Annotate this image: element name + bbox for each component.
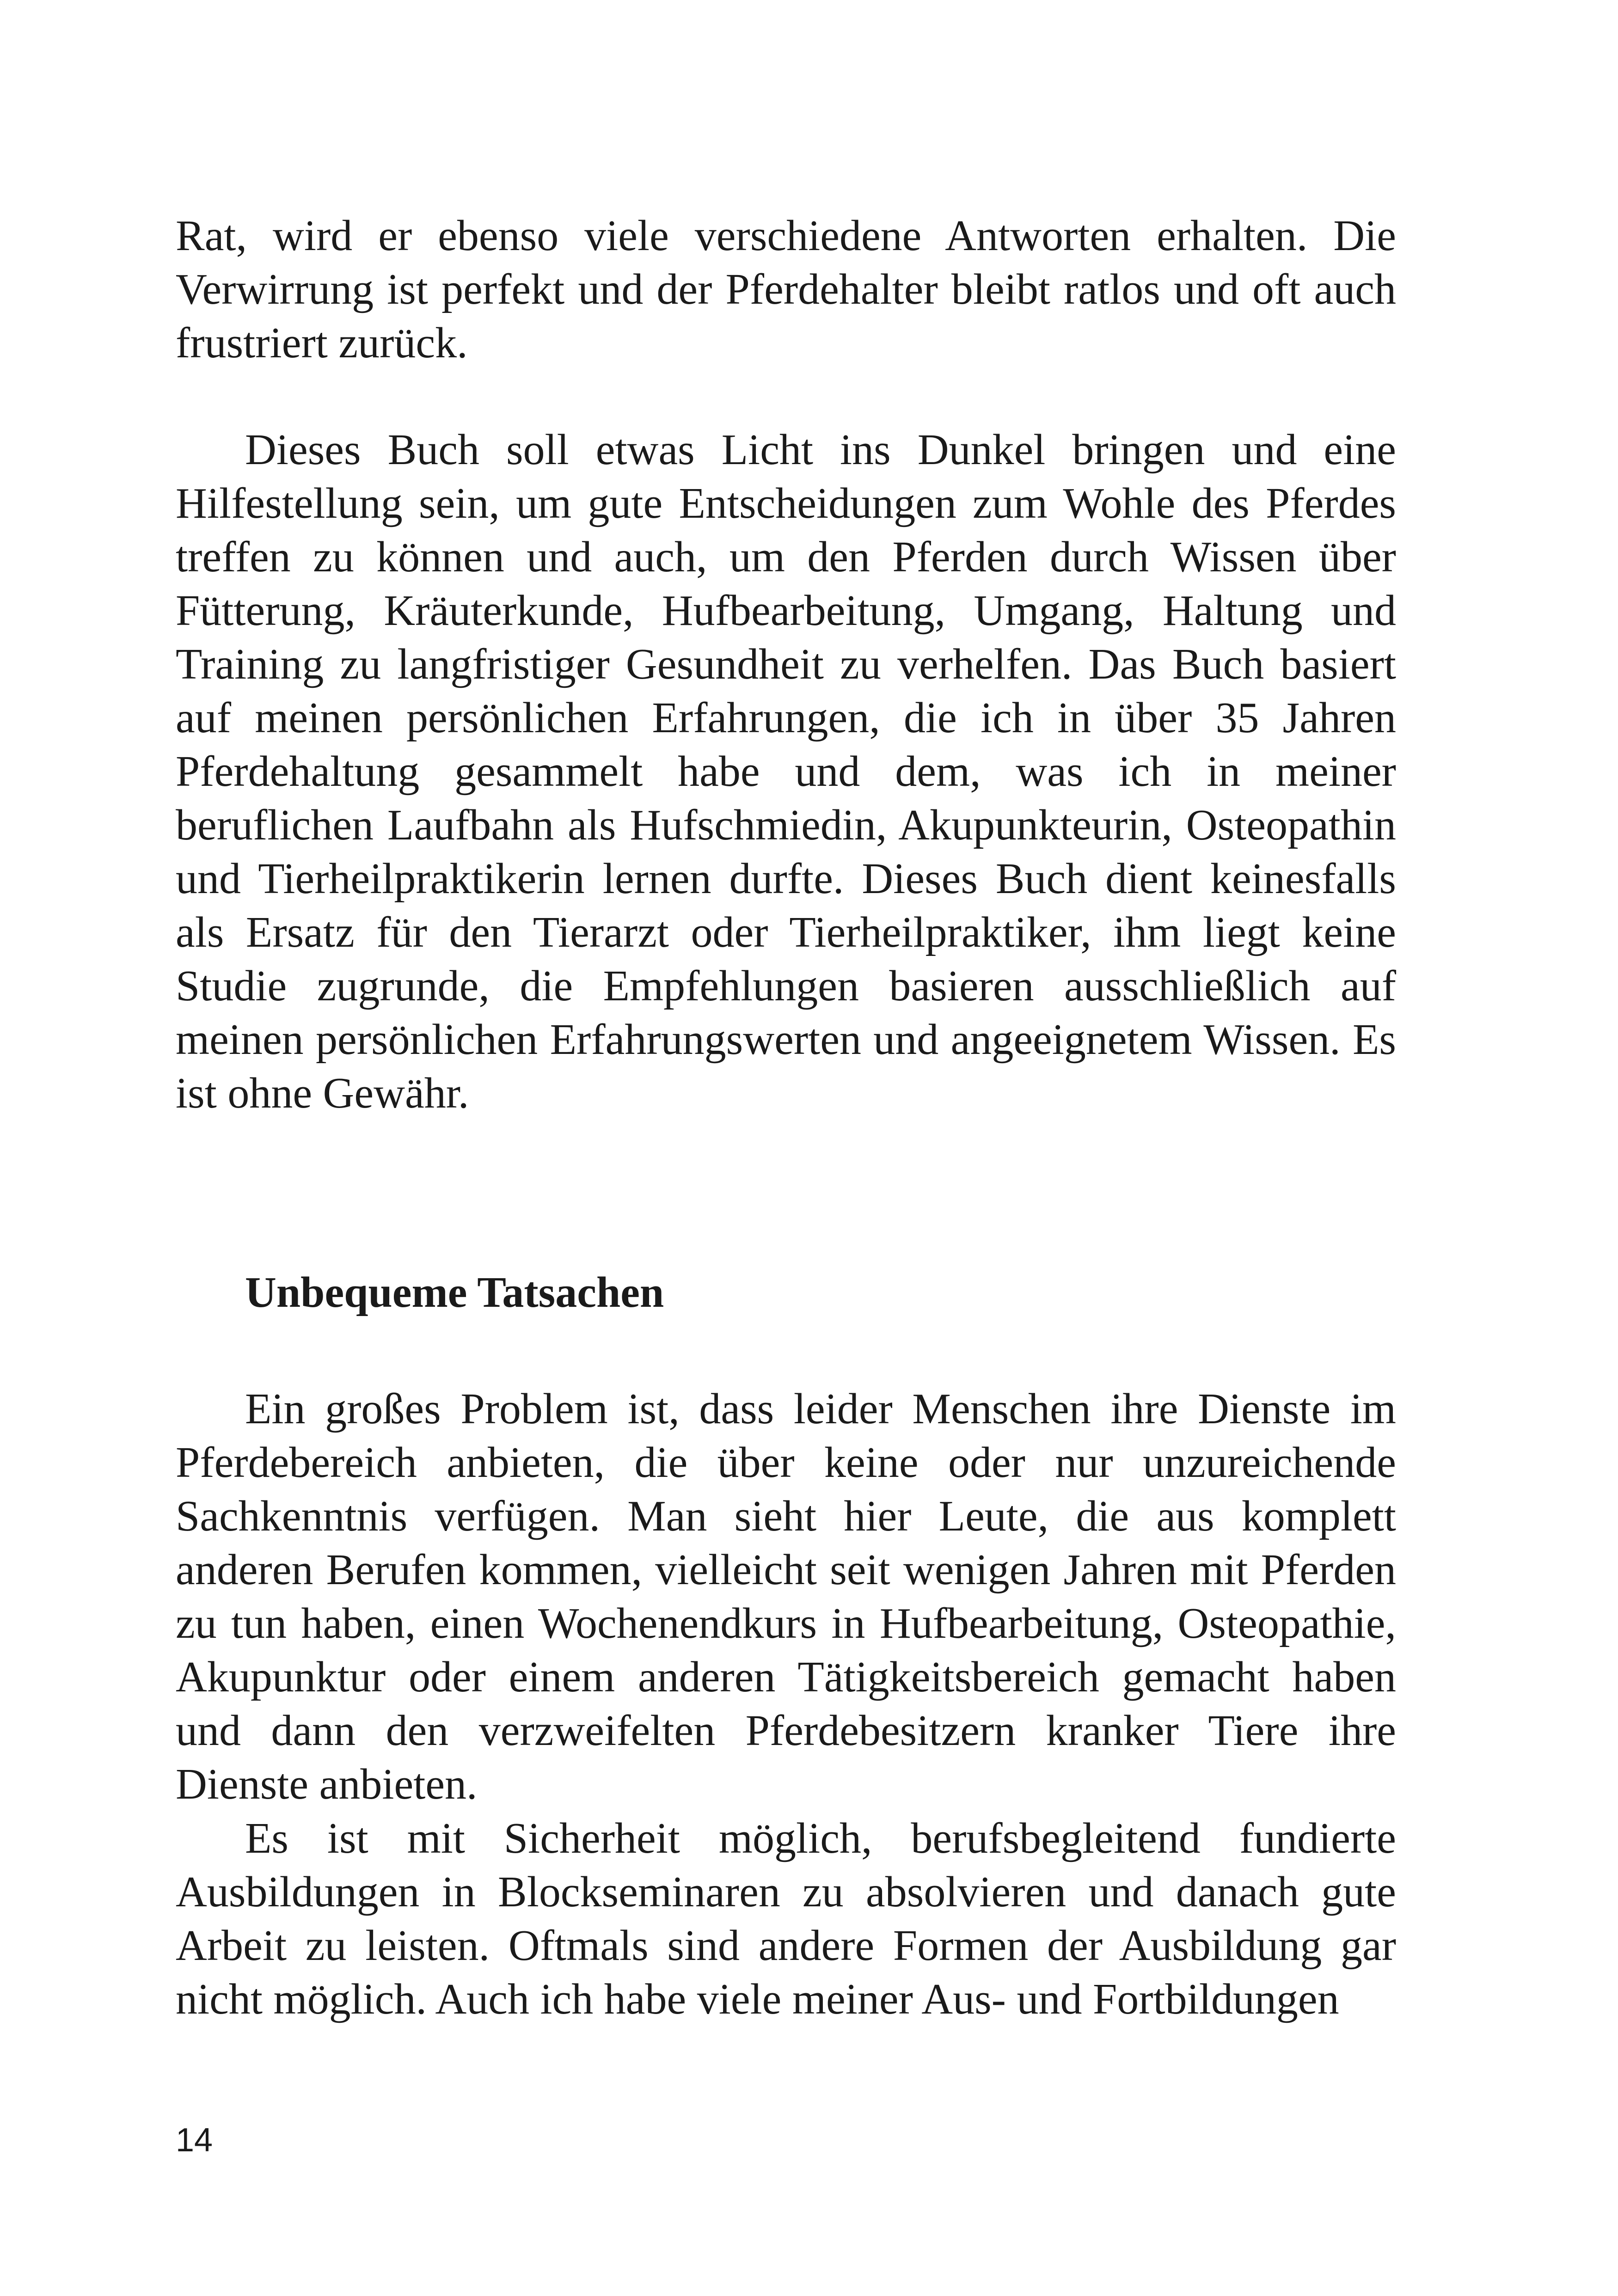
page-number: 14 [176, 2122, 213, 2159]
paragraph-block [176, 1382, 1396, 1811]
body-paragraph: Ein großes Problem ist, dass leider Menschen ihre Dienste im Pferdebereich anbieten, die über keine oder nur unzureichende Sachkenntnis verfügen. Man sieht hier Leute, die aus komplett anderen Berufen kommen, vielleicht seit wenigen Jahren mit Pferden zu tun haben, einen Wochenendkurs in Hufbearbeitung, Osteopathie, Akupunktur oder einem anderen Tätigkeitsbereich gemacht haben und dann den verzweifelten Pferdebesitzern kranker Tiere ihre Dienste anbieten. [176, 1385, 1396, 1808]
paragraph-block [176, 209, 1396, 370]
body-paragraph: Es ist mit Sicherheit möglich, berufsbegleitend fundierte Ausbildungen in Blockseminaren zu absolvieren und danach gute Arbeit zu leisten. Oftmals sind andere Formen der Ausbildung gar nicht möglich. Auch ich habe viele meiner Aus- und Fortbildungen [176, 1814, 1396, 2023]
section-heading: Unbequeme Tatsachen [245, 1268, 664, 1316]
body-paragraph: Dieses Buch soll etwas Licht ins Dunkel bringen und eine Hilfestellung sein, um gute Entscheidungen zum Wohle des Pferdes treffen zu können und auch, um den Pferden durch Wissen über Fütterung, Kräuterkunde, Hufbearbeitung, Umgang, Haltung und Training zu langfristiger Gesundheit zu verhelfen. Das Buch basiert auf meinen persönlichen Erfahrungen, die ich in über 35 Jahren Pferdehaltung gesammelt habe und dem, was ich in meiner beruflichen Laufbahn als Hufschmiedin, Akupunkteurin, Osteopathin und Tierheilpraktikerin lernen durfte. Dieses Buch dient keinesfalls als Ersatz für den Tierarzt oder Tierheilpraktiker, ihm liegt keine Studie zugrunde, die Empfehlungen basieren ausschließlich auf meinen persönlichen Erfahrungswerten und angeeignetem Wissen. Es ist ohne Gewähr. [176, 426, 1396, 1117]
paragraph-block [176, 1812, 1396, 2026]
paragraph-block [176, 423, 1396, 1120]
body-paragraph: Rat, wird er ebenso viele verschiedene Antworten erhalten. Die Verwirrung ist perfekt und der Pferdehalter bleibt ratlos und oft auch frustriert zurück. [176, 212, 1396, 367]
